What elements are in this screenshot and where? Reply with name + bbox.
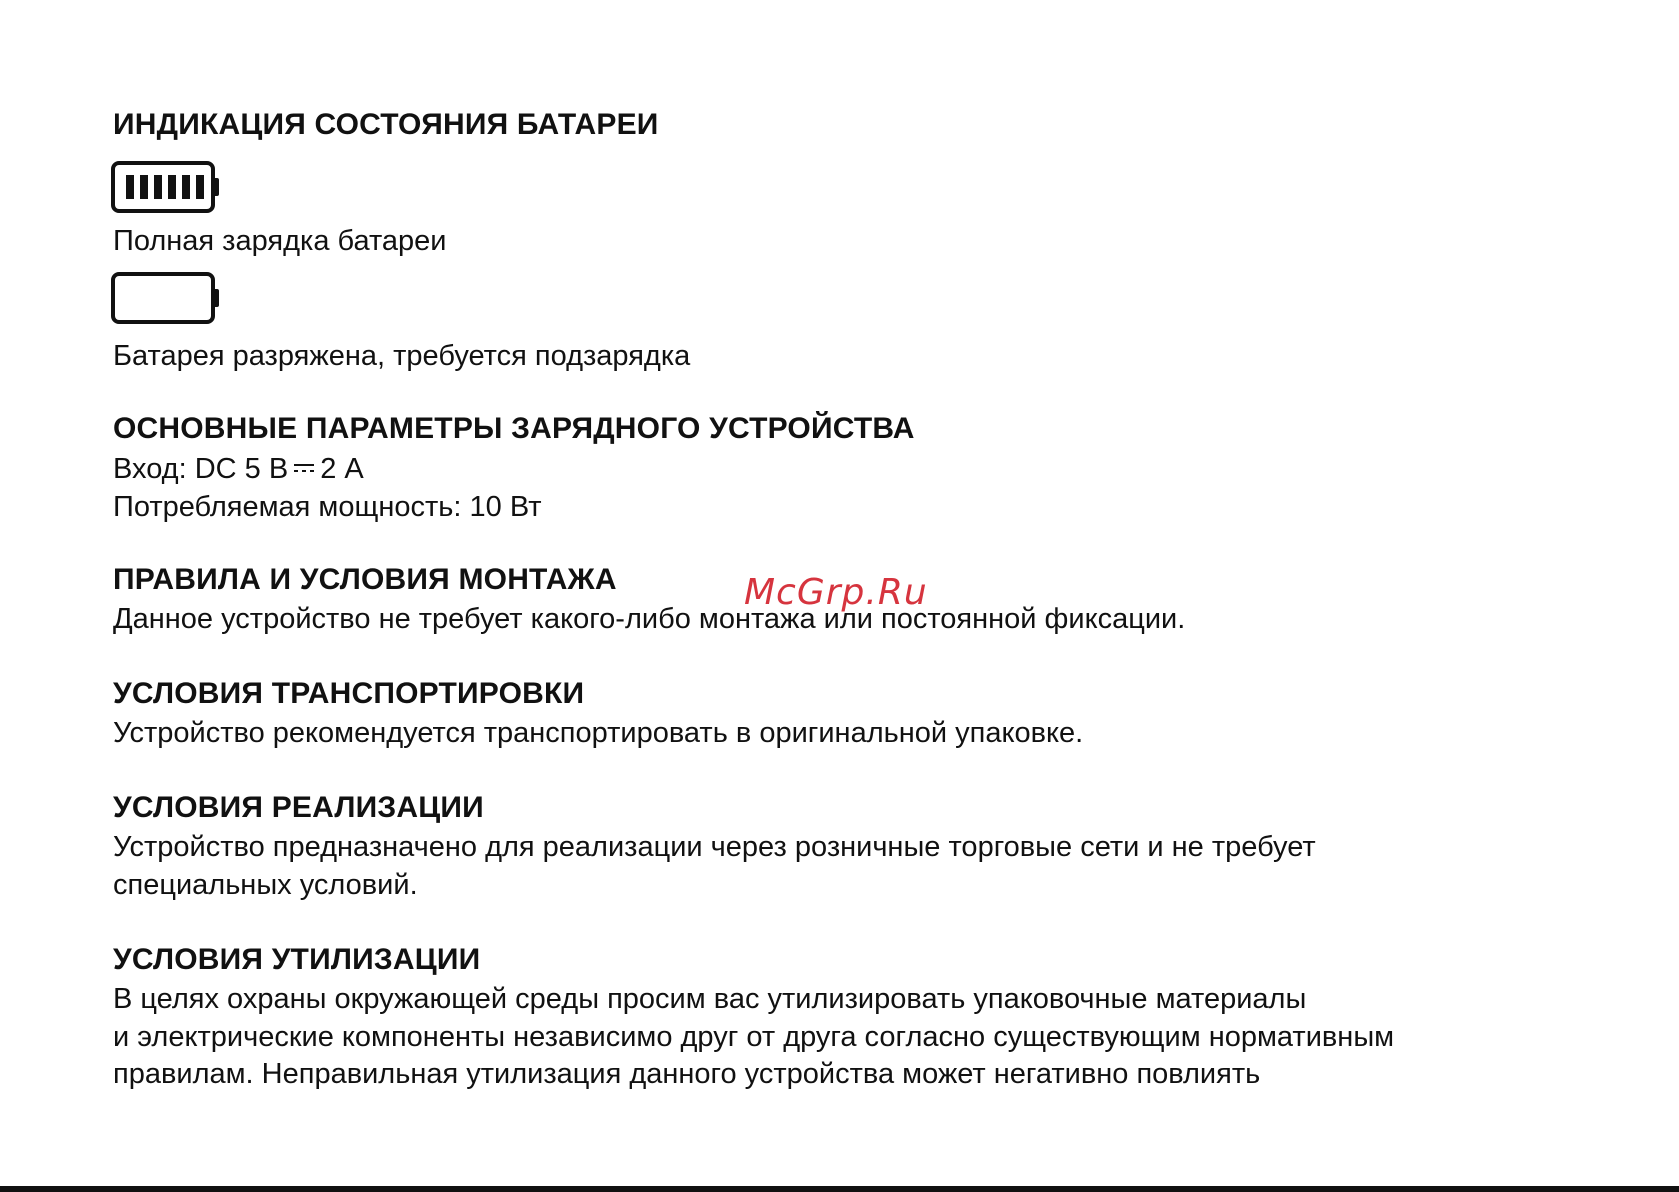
battery-full-icon [111,161,223,215]
dc-current-icon [293,461,315,475]
disposal-text-line-2: и электрические компоненты независимо друг от друга согласно существующим нормативным [113,1021,1395,1053]
sales-section-title: УСЛОВИЯ РЕАЛИЗАЦИИ [113,791,484,824]
battery-empty-icon [111,272,223,326]
input-spec-prefix: Вход: DC 5 В [113,453,289,485]
sales-text-line-1: Устройство предназначено для реализации через розничные торговые сети и не требует [113,831,1316,863]
watermark: McGrp.Ru [744,572,928,613]
power-consumption-line: Потребляемая мощность: 10 Вт [113,491,542,523]
disposal-text-line-3: правилам. Неправильная утилизация данного устройства может негативно повлиять [113,1058,1261,1090]
battery-section-title: ИНДИКАЦИЯ СОСТОЯНИЯ БАТАРЕИ [113,108,659,141]
bottom-rule [0,1186,1679,1192]
params-section-title: ОСНОВНЫЕ ПАРАМЕТРЫ ЗАРЯДНОГО УСТРОЙСТВА [113,412,915,445]
battery-empty-label: Батарея разряжена, требуется подзарядка [113,340,691,372]
sales-text-line-2: специальных условий. [113,869,418,901]
input-spec-suffix: 2 А [320,453,364,485]
mounting-text: Данное устройство не требует какого-либо монтажа или постоянной фиксации. [113,603,1186,635]
mounting-section-title: ПРАВИЛА И УСЛОВИЯ МОНТАЖА [113,563,617,596]
input-spec-line [113,450,364,488]
disposal-text-line-1: В целях охраны окружающей среды просим вас утилизировать упаковочные материалы [113,983,1307,1015]
transport-section-title: УСЛОВИЯ ТРАНСПОРТИРОВКИ [113,677,585,710]
battery-full-label: Полная зарядка батареи [113,225,447,257]
transport-text: Устройство рекомендуется транспортировать в оригинальной упаковке. [113,717,1084,749]
disposal-section-title: УСЛОВИЯ УТИЛИЗАЦИИ [113,943,481,976]
